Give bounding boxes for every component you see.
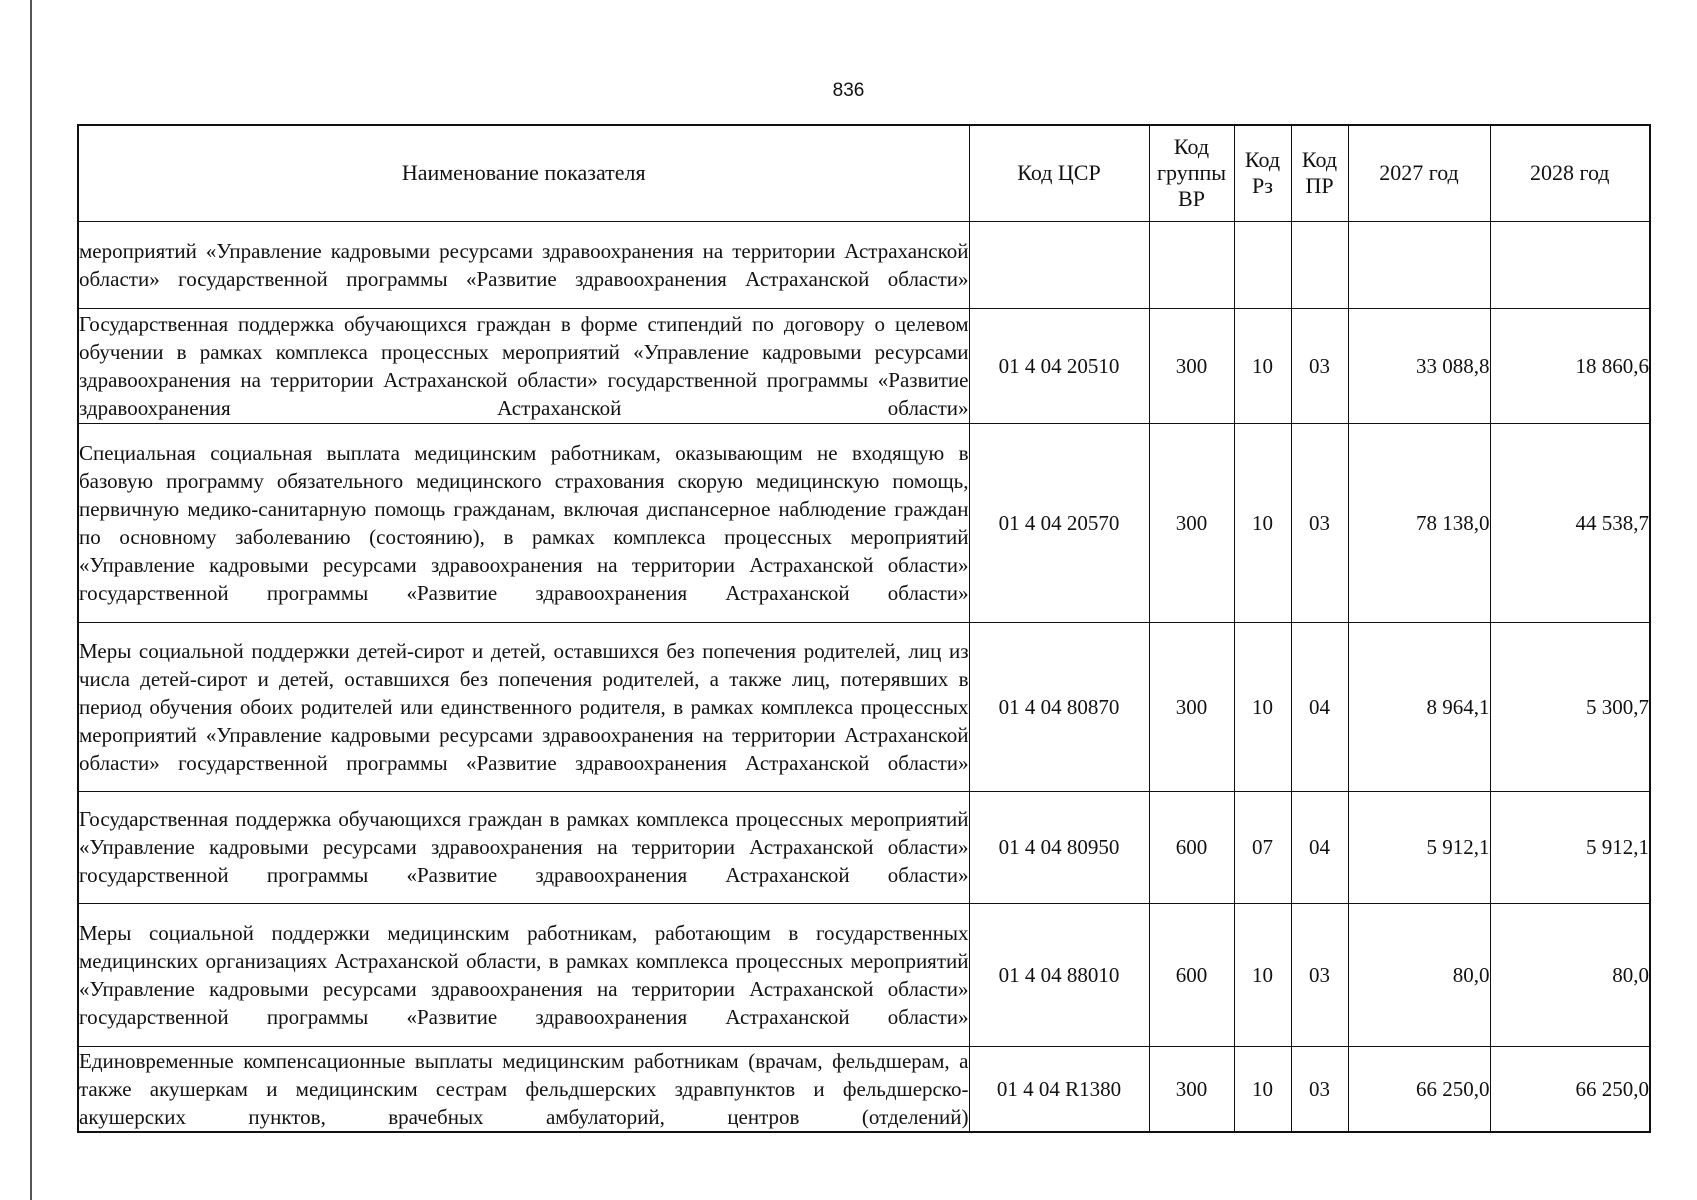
row-name: мероприятий «Управление кадровыми ресурсами здравоохранения на территории Астраханской области» государственной программы «Развитие здравоохранения Астраханской области» [78, 221, 969, 308]
header-csr: Код ЦСР [969, 125, 1149, 221]
table-row [78, 423, 1650, 622]
row-pr: 04 [1291, 622, 1348, 791]
row-2028: 44 538,7 [1490, 423, 1650, 622]
row-2028: 5 300,7 [1490, 622, 1650, 791]
row-2028: 66 250,0 [1490, 1046, 1650, 1132]
row-rz: 10 [1234, 622, 1291, 791]
table-row [78, 308, 1650, 423]
page-number: 836 [832, 80, 865, 101]
row-2027: 8 964,1 [1348, 622, 1490, 791]
row-rz: 10 [1234, 308, 1291, 423]
row-rz: 07 [1234, 791, 1291, 903]
row-csr: 01 4 04 20570 [969, 423, 1149, 622]
header-name: Наименование показателя [78, 125, 969, 221]
header-rz: Код Рз [1234, 125, 1291, 221]
row-pr [1291, 221, 1348, 308]
row-pr: 03 [1291, 903, 1348, 1046]
header-2027: 2027 год [1348, 125, 1490, 221]
row-vr: 300 [1149, 622, 1234, 791]
header-2028: 2028 год [1490, 125, 1650, 221]
row-vr: 600 [1149, 903, 1234, 1046]
table-row [78, 791, 1650, 903]
row-name: Меры социальной поддержки детей-сирот и детей, оставшихся без попечения родителей, лиц из числа детей-сирот и детей, оставшихся без попечения родителей, а также лиц, потерявших в период обучения обоих родителей или единственного родителя, в рамках комплекса процессных мероприятий «Управление кадровыми ресурсами здравоохранения на территории Астраханской области» государственной программы «Развитие здравоохранения Астраханской области» [78, 622, 969, 791]
row-name: Государственная поддержка обучающихся граждан в рамках комплекса процессных мероприятий «Управление кадровыми ресурсами здравоохранения на территории Астраханской области» государственной программы «Развитие здравоохранения Астраханской области» [78, 791, 969, 903]
table-row [78, 903, 1650, 1046]
row-rz: 10 [1234, 903, 1291, 1046]
row-2028: 18 860,6 [1490, 308, 1650, 423]
row-csr: 01 4 04 80870 [969, 622, 1149, 791]
row-2027 [1348, 221, 1490, 308]
table-header-row [78, 125, 1650, 221]
row-rz: 10 [1234, 1046, 1291, 1132]
row-2028: 80,0 [1490, 903, 1650, 1046]
row-2028: 5 912,1 [1490, 791, 1650, 903]
row-name: Меры социальной поддержки медицинским работникам, работающим в государственных медицинских организациях Астраханской области, в рамках комплекса процессных мероприятий «Управление кадровыми ресурсами здравоохранения на территории Астраханской области» государственной программы «Развитие здравоохранения Астраханской области» [78, 903, 969, 1046]
row-csr [969, 221, 1149, 308]
row-2027: 33 088,8 [1348, 308, 1490, 423]
row-csr: 01 4 04 R1380 [969, 1046, 1149, 1132]
row-pr: 03 [1291, 1046, 1348, 1132]
row-2027: 66 250,0 [1348, 1046, 1490, 1132]
budget-table [77, 124, 1651, 1133]
row-2027: 78 138,0 [1348, 423, 1490, 622]
row-vr: 300 [1149, 308, 1234, 423]
row-csr: 01 4 04 80950 [969, 791, 1149, 903]
row-vr: 600 [1149, 791, 1234, 903]
row-rz: 10 [1234, 423, 1291, 622]
header-pr: Код ПР [1291, 125, 1348, 221]
row-vr [1149, 221, 1234, 308]
header-vr: Код группы ВР [1149, 125, 1234, 221]
row-name: Государственная поддержка обучающихся граждан в форме стипендий по договору о целевом обучении в рамках комплекса процессных мероприятий «Управление кадровыми ресурсами здравоохранения на территории Астраханской области» государственной программы «Развитие здравоохранения Астраханской области» [78, 308, 969, 423]
row-2028 [1490, 221, 1650, 308]
row-name: Специальная социальная выплата медицинским работникам, оказывающим не входящую в базовую программу обязательного медицинского страхования скорую медицинскую помощь, первичную медико-санитарную помощь гражданам, включая диспансерное наблюдение граждан по основному заболеванию (состоянию), в рамках комплекса процессных мероприятий «Управление кадровыми ресурсами здравоохранения на территории Астраханской области» государственной программы «Развитие здравоохранения Астраханской области» [78, 423, 969, 622]
row-2027: 80,0 [1348, 903, 1490, 1046]
row-csr: 01 4 04 20510 [969, 308, 1149, 423]
row-vr: 300 [1149, 1046, 1234, 1132]
row-rz [1234, 221, 1291, 308]
row-pr: 03 [1291, 308, 1348, 423]
row-2027: 5 912,1 [1348, 791, 1490, 903]
table-row [78, 221, 1650, 308]
row-pr: 03 [1291, 423, 1348, 622]
scan-margin-line [30, 0, 32, 1200]
table-row [78, 1046, 1650, 1132]
row-name: Единовременные компенсационные выплаты медицинским работникам (врачам, фельдшерам, а также акушеркам и медицинским сестрам фельдшерских здравпунктов и фельдшерско-акушерских пунктов, врачебных амбулаторий, центров (отделений) [78, 1046, 969, 1132]
row-vr: 300 [1149, 423, 1234, 622]
table-row [78, 622, 1650, 791]
row-pr: 04 [1291, 791, 1348, 903]
row-csr: 01 4 04 88010 [969, 903, 1149, 1046]
